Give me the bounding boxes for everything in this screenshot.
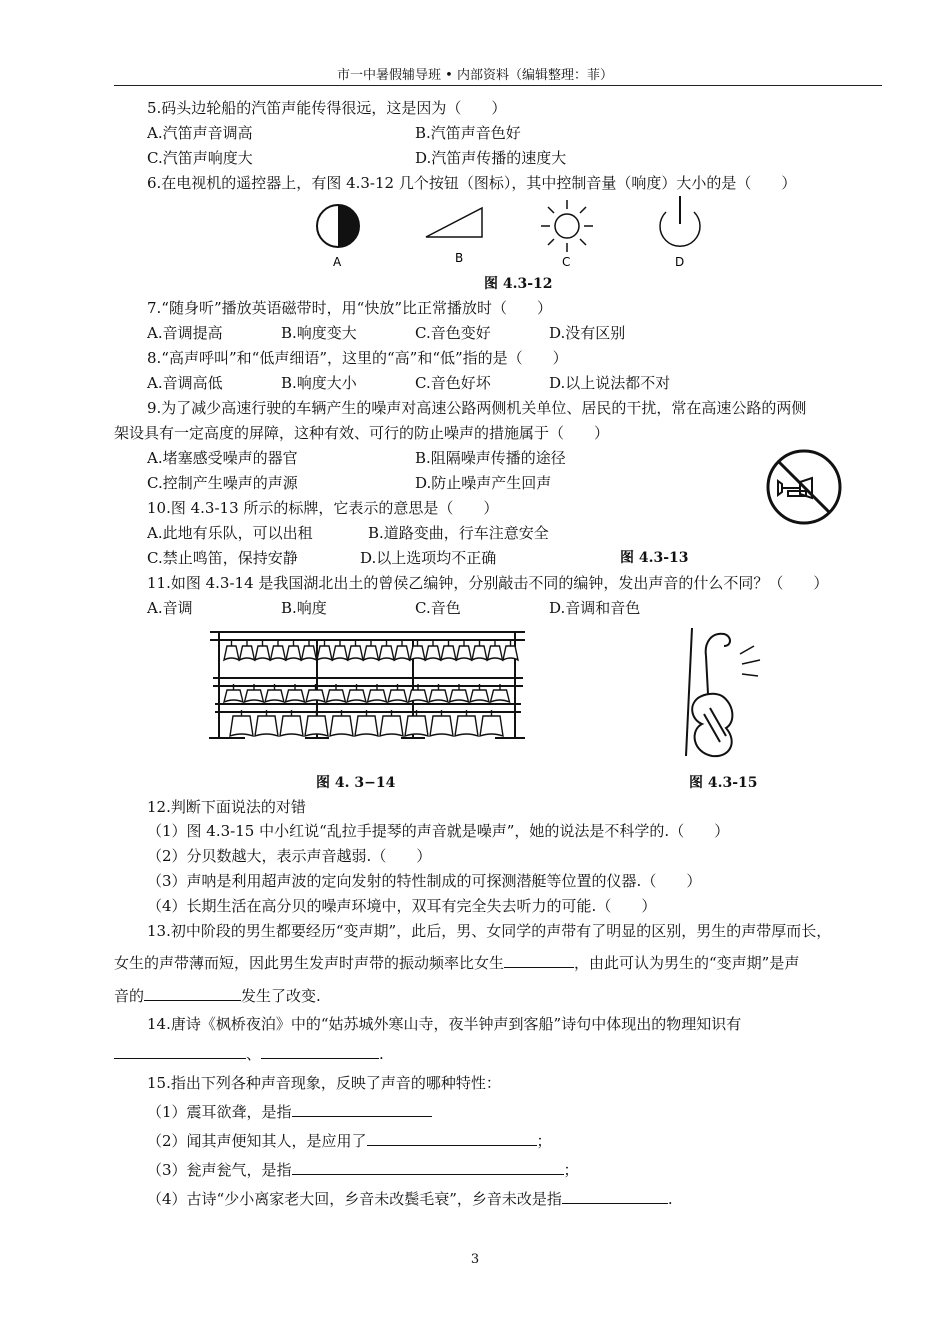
q15-item-4-end: .: [667, 1190, 673, 1208]
q14-line1: 14.唐诗《枫桥夜泊》中的“姑苏城外寒山寺，夜半钟声到客船”诗句中体现出的物理知识有: [147, 1015, 742, 1033]
q7-stem: 7.“随身听”播放英语磁带时，用“快放”比正常播放时（ ）: [147, 299, 552, 317]
bell-shape: [355, 716, 378, 736]
page-number: 3: [470, 1252, 480, 1267]
q13-line1: 13.初中阶段的男生都要经历“变声期”，此后，男、女同学的声带有了明显的区别，男生的声带厚而长，: [147, 922, 832, 940]
q10-option-c: C.禁止鸣笛，保持安静: [147, 549, 298, 567]
q9-option-b: B.阻隔噪声传播的途径: [415, 449, 566, 467]
bell-shape: [379, 646, 394, 660]
q11-option-d: D.音调和音色: [549, 599, 641, 617]
q5-option-a: A.汽笛声音调高: [147, 124, 253, 142]
q13-line2-text-a: 女生的声带薄而短，因此男生发声时声带的振动频率比女生: [114, 954, 505, 972]
icon-label-c: C: [562, 255, 571, 269]
bell-shape: [348, 646, 363, 660]
q5-option-b: B.汽笛声音色好: [415, 124, 521, 142]
q10-option-d: D.以上选项均不正确: [360, 549, 497, 567]
q15-item-2-text: （2）闻其声便知其人，是应用了: [147, 1132, 367, 1150]
no-honking-sign: [760, 448, 850, 528]
q6-stem: 6.在电视机的遥控器上，有图 4.3-12 几个按钮（图标），其中控制音量（响度）大小的是（ ）: [147, 174, 797, 192]
bell-shape: [271, 646, 286, 660]
page-header: 市一中暑假辅导班 • 内部资料（编辑整理：菲）: [337, 68, 613, 83]
q8-option-d: D.以上说法都不对: [549, 374, 671, 392]
q13-line3: [114, 985, 321, 1006]
bell-shape: [472, 646, 487, 660]
q14-line2: [114, 1043, 384, 1064]
q5-option-c: C.汽笛声响度大: [147, 149, 253, 167]
q11-option-c: C.音色: [415, 599, 461, 617]
q5-option-d: D.汽笛声传播的速度大: [415, 149, 567, 167]
q15-item-4: [147, 1188, 673, 1209]
figure-caption-4-3-12: 图 4.3-12: [484, 276, 553, 292]
bell-shape: [491, 690, 510, 702]
answer-blank[interactable]: [562, 1189, 668, 1204]
q15-item-3: [147, 1159, 579, 1180]
q15-item-1-text: （1）震耳欲聋，是指: [147, 1103, 292, 1121]
bell-shape: [409, 690, 428, 702]
q7-option-a: A.音调提高: [147, 324, 223, 342]
triangle-wedge-icon: [420, 198, 500, 270]
sun-icon: [535, 196, 599, 272]
bell-shape: [265, 690, 284, 702]
bell-shape: [470, 690, 489, 702]
bell-shape: [286, 690, 305, 702]
bell-shape: [395, 646, 410, 660]
bell-shape: [405, 716, 428, 736]
bell-shape: [380, 716, 403, 736]
answer-blank[interactable]: [144, 986, 241, 1001]
bell-shape: [306, 690, 325, 702]
bell-shape: [255, 646, 270, 660]
bell-shape: [245, 690, 264, 702]
q9-option-c: C.控制产生噪声的声源: [147, 474, 298, 492]
q9-stem-line1: 9.为了减少高速行驶的车辆产生的噪声对高速公路两侧机关单位、居民的干扰，常在高速公路的两侧: [147, 399, 807, 417]
q13-line2-text-b: ，由此可认为男生的“变声期”是声: [574, 954, 800, 972]
bell-shape: [224, 690, 243, 702]
q13-line2: [114, 952, 799, 973]
q15-item-3-text: （3）瓮声瓮气，是指: [147, 1161, 292, 1179]
q15-stem: 15.指出下列各种声音现象，反映了声音的哪种特性：: [147, 1074, 501, 1092]
q5-stem: 5.码头边轮船的汽笛声能传得很远，这是因为（ ）: [147, 99, 507, 117]
q9-option-d: D.防止噪声产生回声: [415, 474, 552, 492]
bell-shape: [430, 716, 453, 736]
bianzhong-bells-figure: [205, 620, 530, 748]
q8-option-b: B.响度大小: [281, 374, 357, 392]
q14-end: .: [379, 1045, 384, 1063]
header-rule: [114, 85, 882, 86]
q12-item: （4）长期生活在高分贝的噪声环境中，双耳有完全失去听力的可能.（ ）: [147, 897, 657, 915]
q10-stem: 10.图 4.3-13 所示的标牌，它表示的意思是（ ）: [147, 499, 499, 517]
icon-label-b: B: [455, 251, 464, 265]
q15-item-4-text: （4）古诗“少小离家老大回，乡音未改鬓毛衰”，乡音未改是指: [147, 1190, 562, 1208]
bell-shape: [455, 716, 478, 736]
bell-shape: [327, 690, 346, 702]
bell-shape: [255, 716, 278, 736]
q15-item-2-end: ；: [536, 1132, 552, 1150]
q9-stem-line2: 架设具有一定高度的屏障，这种有效、可行的防止噪声的措施属于（ ）: [114, 424, 610, 442]
answer-blank[interactable]: [292, 1102, 432, 1117]
bell-shape: [230, 716, 253, 736]
bell-shape: [426, 646, 441, 660]
figure-caption-4-3-15: 图 4.3-15: [689, 775, 758, 791]
bell-shape: [503, 646, 518, 660]
bell-shape: [368, 690, 387, 702]
q12-item: （1）图 4.3-15 中小红说“乱拉手提琴的声音就是噪声”，她的说法是不科学的.（ ）: [147, 822, 730, 840]
bell-shape: [302, 646, 317, 660]
bell-shape: [388, 690, 407, 702]
q7-option-c: C.音色变好: [415, 324, 491, 342]
bell-shape: [286, 646, 301, 660]
answer-blank[interactable]: [261, 1044, 379, 1059]
half-filled-circle-icon: [310, 198, 370, 270]
q11-option-a: A.音调: [147, 599, 193, 617]
figure-caption-4-3-14: 图 4. 3−14: [316, 775, 396, 791]
answer-blank[interactable]: [367, 1131, 537, 1146]
bell-shape: [364, 646, 379, 660]
q15-item-3-end: ；: [563, 1161, 579, 1179]
bell-shape: [457, 646, 472, 660]
answer-blank[interactable]: [292, 1160, 564, 1175]
bell-shape: [488, 646, 503, 660]
bell-shape: [441, 646, 456, 660]
answer-blank[interactable]: [114, 1044, 246, 1059]
q12-stem: 12.判断下面说法的对错: [147, 798, 306, 816]
q7-option-b: B.响度变大: [281, 324, 357, 342]
bell-shape: [330, 716, 353, 736]
answer-blank[interactable]: [504, 953, 574, 968]
figure-caption-4-3-13: 图 4.3-13: [620, 550, 689, 566]
bell-shape: [280, 716, 303, 736]
bell-shape: [317, 646, 332, 660]
violin-figure: [668, 624, 768, 762]
q14-separator: 、: [246, 1045, 262, 1063]
q8-stem: 8.“高声呼叫”和“低声细语”，这里的“高”和“低”指的是（ ）: [147, 349, 568, 367]
q8-option-c: C.音色好坏: [415, 374, 491, 392]
q15-item-2: [147, 1130, 552, 1151]
q8-option-a: A.音调高低: [147, 374, 223, 392]
q13-line3-text-b: 发生了改变.: [241, 987, 321, 1005]
icon-label-d: D: [675, 255, 685, 269]
bell-shape: [240, 646, 255, 660]
q10-option-a: A.此地有乐队，可以出租: [147, 524, 313, 542]
bell-shape: [305, 716, 328, 736]
bell-shape: [410, 646, 425, 660]
bell-shape: [450, 690, 469, 702]
bell-shape: [224, 646, 239, 660]
q11-stem: 11.如图 4.3-14 是我国湖北出土的曾侯乙编钟，分别敲击不同的编钟，发出声音的什么不同？（ ）: [147, 574, 829, 592]
bell-shape: [480, 716, 503, 736]
q9-option-a: A.堵塞感受噪声的器官: [147, 449, 298, 467]
q7-option-d: D.没有区别: [549, 324, 626, 342]
q10-option-b: B.道路变曲，行车注意安全: [368, 524, 549, 542]
icon-label-a: A: [333, 255, 342, 269]
bell-shape: [347, 690, 366, 702]
q12-item: （3）声呐是利用超声波的定向发射的特性制成的可探测潜艇等位置的仪器.（ ）: [147, 872, 702, 890]
q15-item-1: [147, 1101, 432, 1122]
q12-item: （2）分贝数越大，表示声音越弱.（ ）: [147, 847, 432, 865]
power-icon: [648, 192, 712, 272]
bell-shape: [333, 646, 348, 660]
bell-shape: [429, 690, 448, 702]
q13-line3-text-a: 音的: [114, 987, 145, 1005]
q11-option-b: B.响度: [281, 599, 327, 617]
